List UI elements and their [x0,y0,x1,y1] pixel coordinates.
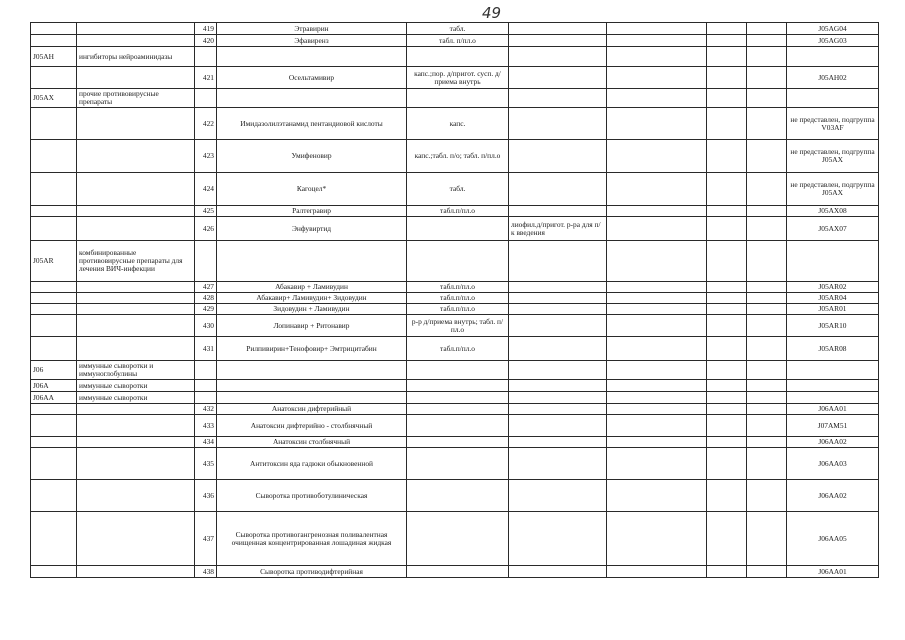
empty-cell [607,206,707,217]
dosage-form: р-р д/приема внутрь; табл. п/пл.о [407,315,509,337]
dosage-form-extra [509,361,607,380]
drug-name: Сыворотка противоботулиническая [217,480,407,512]
atc-code: J05AR04 [787,293,879,304]
dosage-form-extra [509,108,607,140]
group-name: прочие противовирусные препараты [77,89,195,108]
empty-cell [747,361,787,380]
dosage-form-extra [509,437,607,448]
empty-cell [607,361,707,380]
empty-cell [607,392,707,404]
item-number [195,361,217,380]
drug-name: Анатоксин дифтерийно - столбнячный [217,415,407,437]
empty-cell [707,108,747,140]
table-row [31,47,879,67]
table-row [31,415,879,437]
group-name: иммунные сыворотки и иммуноглобулины [77,361,195,380]
dosage-form [407,241,509,282]
group-name [77,67,195,89]
empty-cell [707,23,747,35]
empty-cell [607,415,707,437]
dosage-form-extra [509,392,607,404]
group-name [77,415,195,437]
group-name [77,217,195,241]
empty-cell [607,173,707,206]
empty-cell [607,241,707,282]
atc-code: J06AA01 [787,404,879,415]
empty-cell [707,415,747,437]
atc-group-code [31,173,77,206]
dosage-form [407,361,509,380]
atc-group-code [31,217,77,241]
empty-cell [607,282,707,293]
empty-cell [707,337,747,361]
table-row [31,206,879,217]
empty-cell [707,140,747,173]
drug-name: Умифеновир [217,140,407,173]
dosage-form-extra: лиофил.д/пригот. р-ра для п/к введения [509,217,607,241]
item-number: 437 [195,512,217,566]
empty-cell [707,304,747,315]
atc-group-code [31,35,77,47]
drug-name: Энфувиртид [217,217,407,241]
group-name [77,437,195,448]
atc-group-code: J06AA [31,392,77,404]
atc-group-code [31,448,77,480]
empty-cell [747,392,787,404]
table-row [31,293,879,304]
atc-code: J06AA02 [787,437,879,448]
atc-group-code [31,404,77,415]
empty-cell [707,437,747,448]
atc-code: не представлен, подгруппа J05AX [787,140,879,173]
table-row [31,404,879,415]
table-row [31,241,879,282]
dosage-form-extra [509,140,607,173]
dosage-form: табл. п/пл.о [407,35,509,47]
atc-group-code [31,108,77,140]
empty-cell [707,282,747,293]
table-row [31,437,879,448]
empty-cell [607,404,707,415]
empty-cell [607,380,707,392]
dosage-form [407,392,509,404]
atc-code: не представлен, подгруппа J05AX [787,173,879,206]
dosage-form [407,217,509,241]
empty-cell [707,512,747,566]
empty-cell [747,241,787,282]
group-name [77,35,195,47]
group-name [77,304,195,315]
atc-code [787,380,879,392]
drug-name: Абакавир + Ламивудин [217,282,407,293]
group-name [77,140,195,173]
dosage-form [407,380,509,392]
empty-cell [707,241,747,282]
empty-cell [707,392,747,404]
empty-cell [747,315,787,337]
item-number: 426 [195,217,217,241]
drug-name: Сыворотка противодифтерийная [217,566,407,578]
table-row [31,108,879,140]
atc-group-code: J05AR [31,241,77,282]
atc-code: J05AR02 [787,282,879,293]
empty-cell [707,361,747,380]
page-number: 49 [482,4,502,22]
table-row [31,392,879,404]
item-number: 427 [195,282,217,293]
dosage-form-extra [509,67,607,89]
atc-code [787,47,879,67]
table-row [31,282,879,293]
table-row [31,315,879,337]
atc-group-code [31,337,77,361]
dosage-form: табл.п/пл.о [407,304,509,315]
empty-cell [707,35,747,47]
empty-cell [607,67,707,89]
table-row [31,566,879,578]
atc-code: J06AA05 [787,512,879,566]
dosage-form-extra [509,282,607,293]
empty-cell [707,293,747,304]
dosage-form-extra [509,241,607,282]
dosage-form-extra [509,89,607,108]
dosage-form: капс.;пор. д/пригот. сусп. д/приема внутрь [407,67,509,89]
drug-name [217,361,407,380]
empty-cell [747,173,787,206]
item-number: 423 [195,140,217,173]
dosage-form [407,566,509,578]
empty-cell [747,67,787,89]
dosage-form: табл.п/пл.о [407,293,509,304]
item-number: 431 [195,337,217,361]
empty-cell [607,512,707,566]
atc-code [787,241,879,282]
group-name [77,293,195,304]
dosage-form-extra [509,23,607,35]
empty-cell [747,108,787,140]
dosage-form: табл.п/пл.о [407,206,509,217]
atc-code: не представлен, подгруппа V03AF [787,108,879,140]
item-number: 435 [195,448,217,480]
drug-name: Эфавиренз [217,35,407,47]
atc-group-code [31,23,77,35]
drug-name: Зидовудин + Ламивудин [217,304,407,315]
atc-code [787,361,879,380]
atc-group-code: J05AH [31,47,77,67]
drug-name [217,241,407,282]
atc-code: J06AA02 [787,480,879,512]
empty-cell [747,337,787,361]
dosage-form [407,437,509,448]
empty-cell [607,217,707,241]
dosage-form-extra [509,304,607,315]
table-row [31,361,879,380]
empty-cell [707,404,747,415]
drug-name: Антитоксин яда гадюки обыкновенной [217,448,407,480]
drug-name: Этравирин [217,23,407,35]
empty-cell [747,35,787,47]
item-number: 432 [195,404,217,415]
table-row [31,89,879,108]
item-number [195,47,217,67]
dosage-form-extra [509,566,607,578]
group-name: комбинированные противовирусные препараты для лечения ВИЧ-инфекции [77,241,195,282]
empty-cell [707,173,747,206]
group-name [77,448,195,480]
group-name [77,206,195,217]
item-number: 422 [195,108,217,140]
group-name [77,512,195,566]
group-name [77,173,195,206]
empty-cell [747,89,787,108]
table-row [31,173,879,206]
empty-cell [747,448,787,480]
dosage-form-extra [509,315,607,337]
atc-group-code [31,140,77,173]
empty-cell [747,282,787,293]
empty-cell [707,566,747,578]
atc-code: J06AA03 [787,448,879,480]
group-name [77,337,195,361]
empty-cell [747,140,787,173]
table-row [31,380,879,392]
item-number: 425 [195,206,217,217]
atc-group-code [31,293,77,304]
dosage-form-extra [509,293,607,304]
atc-group-code [31,566,77,578]
dosage-form: капс. [407,108,509,140]
table-row [31,512,879,566]
empty-cell [747,380,787,392]
empty-cell [747,206,787,217]
dosage-form: табл.п/пл.о [407,337,509,361]
dosage-form [407,89,509,108]
dosage-form-extra [509,173,607,206]
group-name [77,480,195,512]
dosage-form [407,448,509,480]
item-number [195,392,217,404]
atc-code: J06AA01 [787,566,879,578]
empty-cell [707,206,747,217]
group-name [77,23,195,35]
empty-cell [607,337,707,361]
atc-group-code: J06A [31,380,77,392]
empty-cell [607,480,707,512]
dosage-form: табл. [407,23,509,35]
group-name [77,315,195,337]
dosage-form [407,512,509,566]
group-name [77,404,195,415]
empty-cell [607,315,707,337]
atc-code: J05AR01 [787,304,879,315]
drug-name: Кагоцел* [217,173,407,206]
empty-cell [707,47,747,67]
drug-registry-table [30,22,879,578]
item-number: 434 [195,437,217,448]
drug-name: Сыворотка противогангренозная поливалентная очищенная концентрированная лошадиная жидкая [217,512,407,566]
atc-code [787,89,879,108]
group-name: иммунные сыворотки [77,380,195,392]
empty-cell [747,415,787,437]
empty-cell [607,140,707,173]
empty-cell [607,35,707,47]
empty-cell [707,448,747,480]
item-number: 436 [195,480,217,512]
atc-group-code [31,415,77,437]
empty-cell [707,480,747,512]
group-name [77,566,195,578]
atc-group-code [31,282,77,293]
item-number [195,380,217,392]
item-number: 438 [195,566,217,578]
atc-code: J05AG04 [787,23,879,35]
drug-name: Рилпивирин+Тенофовир+ Эмтрицитабин [217,337,407,361]
atc-code [787,392,879,404]
empty-cell [747,512,787,566]
atc-code: J05AG03 [787,35,879,47]
table-row [31,35,879,47]
dosage-form-extra [509,415,607,437]
atc-group-code [31,480,77,512]
item-number: 430 [195,315,217,337]
atc-code: J05AR08 [787,337,879,361]
empty-cell [747,437,787,448]
drug-name: Имидазолилэтанамид пентандиовой кислоты [217,108,407,140]
atc-group-code [31,67,77,89]
atc-code: J07AM51 [787,415,879,437]
empty-cell [707,217,747,241]
group-name: иммунные сыворотки [77,392,195,404]
empty-cell [747,23,787,35]
atc-group-code [31,315,77,337]
dosage-form-extra [509,47,607,67]
empty-cell [747,566,787,578]
atc-code: J05AH02 [787,67,879,89]
table-row [31,480,879,512]
item-number: 429 [195,304,217,315]
empty-cell [607,47,707,67]
drug-name [217,89,407,108]
empty-cell [707,315,747,337]
item-number: 424 [195,173,217,206]
empty-cell [607,437,707,448]
drug-name [217,47,407,67]
dosage-form [407,480,509,512]
dosage-form [407,47,509,67]
table-row [31,217,879,241]
dosage-form-extra [509,35,607,47]
dosage-form [407,404,509,415]
dosage-form-extra [509,206,607,217]
empty-cell [607,293,707,304]
atc-group-code [31,437,77,448]
item-number: 421 [195,67,217,89]
dosage-form-extra [509,337,607,361]
table-row [31,140,879,173]
atc-code: J05AX08 [787,206,879,217]
table-row [31,23,879,35]
empty-cell [707,67,747,89]
empty-cell [607,566,707,578]
item-number: 433 [195,415,217,437]
atc-group-code [31,304,77,315]
table-row [31,304,879,315]
dosage-form-extra [509,380,607,392]
item-number: 428 [195,293,217,304]
drug-name: Лопинавир + Ритонавир [217,315,407,337]
group-name: ингибиторы нейроаминидазы [77,47,195,67]
group-name [77,108,195,140]
atc-group-code [31,512,77,566]
item-number [195,89,217,108]
dosage-form: табл. [407,173,509,206]
empty-cell [747,293,787,304]
empty-cell [707,89,747,108]
drug-name: Анатоксин столбнячный [217,437,407,448]
empty-cell [607,23,707,35]
item-number: 419 [195,23,217,35]
table-row [31,67,879,89]
group-name [77,282,195,293]
dosage-form-extra [509,512,607,566]
drug-name: Анатоксин дифтерийный [217,404,407,415]
dosage-form-extra [509,404,607,415]
table-row [31,337,879,361]
dosage-form: табл.п/пл.о [407,282,509,293]
dosage-form: капс.;табл. п/о; табл. п/пл.о [407,140,509,173]
empty-cell [607,448,707,480]
dosage-form-extra [509,448,607,480]
item-number: 420 [195,35,217,47]
drug-name [217,380,407,392]
item-number [195,241,217,282]
dosage-form [407,415,509,437]
empty-cell [747,480,787,512]
drug-name: Осельтамивир [217,67,407,89]
empty-cell [747,404,787,415]
empty-cell [747,304,787,315]
atc-code: J05AX07 [787,217,879,241]
empty-cell [607,89,707,108]
empty-cell [707,380,747,392]
table-row [31,448,879,480]
dosage-form-extra [509,480,607,512]
empty-cell [607,108,707,140]
empty-cell [747,217,787,241]
drug-name: Абакавир+ Ламивудин+ Зидовудин [217,293,407,304]
atc-group-code [31,206,77,217]
empty-cell [607,304,707,315]
drug-name: Ралтегравир [217,206,407,217]
atc-code: J05AR10 [787,315,879,337]
empty-cell [747,47,787,67]
drug-name [217,392,407,404]
atc-group-code: J05AX [31,89,77,108]
atc-group-code: J06 [31,361,77,380]
